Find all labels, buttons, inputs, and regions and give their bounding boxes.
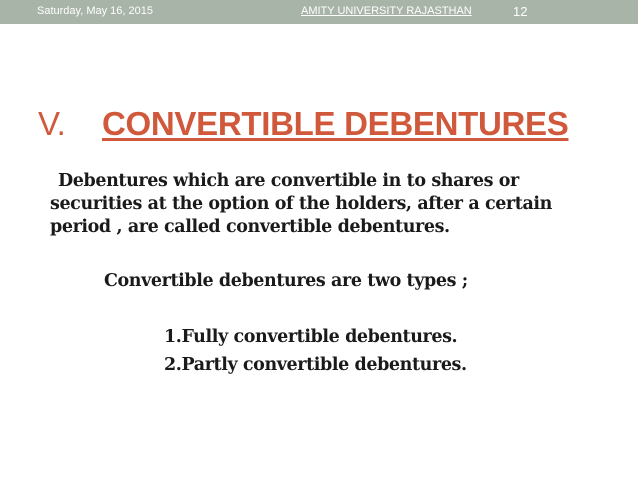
page-number: 12	[513, 4, 528, 19]
list-item: 1.Fully convertible debentures.	[164, 327, 458, 347]
header-date: Saturday, May 16, 2015	[37, 5, 153, 17]
slide-title-number: V.	[38, 105, 66, 142]
header-bar	[0, 0, 638, 24]
list-item: 2.Partly convertible debentures.	[164, 355, 467, 375]
slide-title-text: CONVERTIBLE DEBENTURES	[102, 105, 569, 142]
types-intro: Convertible debentures are two types ;	[104, 271, 468, 291]
slide-title	[38, 105, 568, 143]
header-organization-link[interactable]: AMITY UNIVERSITY RAJASTHAN	[301, 5, 472, 17]
definition-paragraph: Debentures which are convertible in to shares or securities at the option of the holders, after a certain period , are called convertible debentures.	[50, 171, 552, 237]
type-list	[164, 323, 467, 379]
